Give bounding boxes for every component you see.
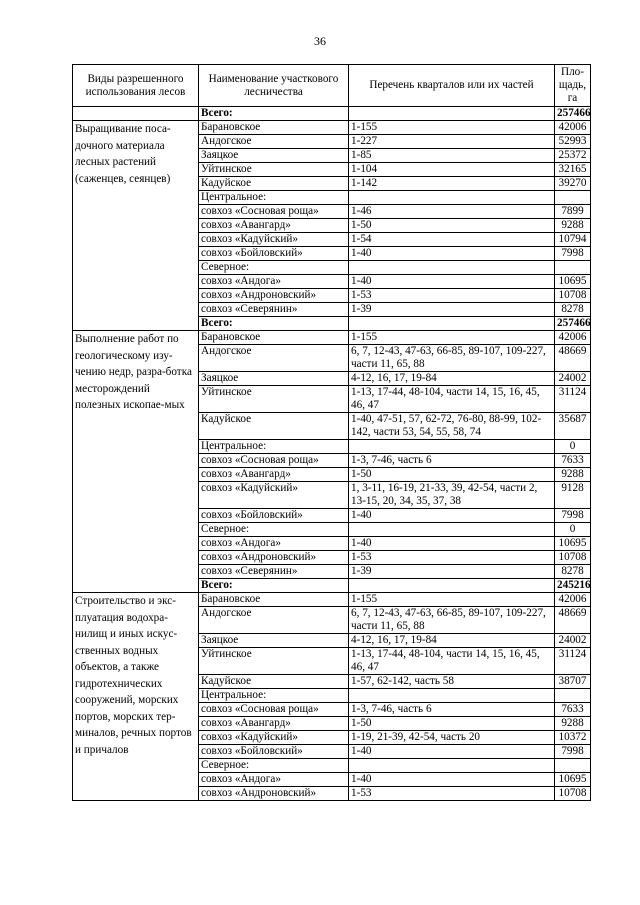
total-area: 257466 [555, 317, 591, 331]
use-kind-cell: Выращивание поса-дочного материала лесных растений (саженцев, сеянцев) [73, 121, 199, 331]
forestry-name: совхоз «Кадуйский» [199, 731, 349, 745]
quarters-list: 1-40 [349, 537, 555, 551]
area-value: 10708 [555, 787, 591, 801]
quarters-cell [349, 317, 555, 331]
quarters-list [349, 759, 555, 773]
quarters-list: 1-53 [349, 289, 555, 303]
area-value: 42006 [555, 331, 591, 345]
forestry-name: Заяцкое [199, 149, 349, 163]
header-kind: Виды разрешенного использования лесов [73, 65, 199, 107]
quarters-list: 4-12, 16, 17, 19-84 [349, 634, 555, 648]
area-value: 8278 [555, 303, 591, 317]
quarters-list: 4-12, 16, 17, 19-84 [349, 372, 555, 386]
quarters-list: 1-40 [349, 275, 555, 289]
area-value: 38707 [555, 675, 591, 689]
quarters-list: 6, 7, 12-43, 47-63, 66-85, 89-107, 109-227, части 11, 65, 88 [349, 345, 555, 372]
total-label: Всего: [199, 579, 349, 593]
quarters-list: 6, 7, 12-43, 47-63, 66-85, 89-107, 109-227, части 11, 65, 88 [349, 607, 555, 634]
total-label: Всего: [199, 107, 349, 121]
table-row [73, 331, 591, 345]
quarters-list: 1-227 [349, 135, 555, 149]
area-value: 7998 [555, 745, 591, 759]
quarters-list: 1, 3-11, 16-19, 21-33, 39, 42-54, части 2, 13-15, 20, 34, 35, 37, 38 [349, 482, 555, 509]
forestry-name: совхоз «Бойловский» [199, 509, 349, 523]
forestry-name: совхоз «Северянин» [199, 303, 349, 317]
forestry-name: совхоз «Бойловский» [199, 247, 349, 261]
area-value: 9288 [555, 717, 591, 731]
forestry-name: совхоз «Андроновский» [199, 787, 349, 801]
quarters-list [349, 689, 555, 703]
area-value: 0 [555, 440, 591, 454]
quarters-list: 1-85 [349, 149, 555, 163]
quarters-list: 1-39 [349, 565, 555, 579]
forestry-name: Уйтинское [199, 386, 349, 413]
area-value: 7899 [555, 205, 591, 219]
quarters-list [349, 523, 555, 537]
quarters-list: 1-50 [349, 219, 555, 233]
forestry-name: Андогское [199, 135, 349, 149]
forestry-name: совхоз «Андроновский» [199, 551, 349, 565]
area-value: 9288 [555, 468, 591, 482]
quarters-list: 1-19, 21-39, 42-54, часть 20 [349, 731, 555, 745]
area-value: 10695 [555, 773, 591, 787]
quarters-cell [349, 579, 555, 593]
area-value: 42006 [555, 593, 591, 607]
area-value [555, 191, 591, 205]
forestry-name: совхоз «Андроновский» [199, 289, 349, 303]
table-row [73, 593, 591, 607]
forestry-name: совхоз «Авангард» [199, 219, 349, 233]
area-value: 48669 [555, 607, 591, 634]
forest-use-table [72, 64, 591, 801]
quarters-list: 1-13, 17-44, 48-104, части 14, 15, 16, 45, 46, 47 [349, 386, 555, 413]
area-value: 7998 [555, 509, 591, 523]
total-row [73, 107, 591, 121]
quarters-list: 1-155 [349, 593, 555, 607]
forestry-name: Уйтинское [199, 163, 349, 177]
quarters-list: 1-53 [349, 787, 555, 801]
forestry-name: Уйтинское [199, 648, 349, 675]
table-body [73, 107, 591, 801]
forestry-name: Барановское [199, 331, 349, 345]
area-value: 7998 [555, 247, 591, 261]
forestry-name: Андогское [199, 345, 349, 372]
forestry-name: совхоз «Сосновая роща» [199, 703, 349, 717]
forestry-name: совхоз «Авангард» [199, 468, 349, 482]
forestry-name: совхоз «Северянин» [199, 565, 349, 579]
quarters-list [349, 440, 555, 454]
quarters-list: 1-54 [349, 233, 555, 247]
area-value: 9288 [555, 219, 591, 233]
forestry-name: совхоз «Андога» [199, 773, 349, 787]
area-value: 10695 [555, 537, 591, 551]
quarters-list: 1-50 [349, 717, 555, 731]
total-area: 245216 [555, 579, 591, 593]
page-number: 36 [314, 34, 326, 48]
area-value: 0 [555, 523, 591, 537]
forestry-name: Кадуйское [199, 177, 349, 191]
forestry-name: совхоз «Авангард» [199, 717, 349, 731]
quarters-list: 1-155 [349, 121, 555, 135]
use-kind-cell: Строительство и экс-плуатация водохра-нилищ и иных искус-ственных водных объектов, а также гидротехнических сооружений, морских портов, морских тер-миналов, речных портов и причалов [73, 593, 199, 801]
table-header-row [73, 65, 591, 107]
area-value: 8278 [555, 565, 591, 579]
quarters-list: 1-104 [349, 163, 555, 177]
forestry-name: Барановское [199, 121, 349, 135]
total-label: Всего: [199, 317, 349, 331]
header-quarters: Перечень кварталов или их частей [349, 65, 555, 107]
area-value: 48669 [555, 345, 591, 372]
quarters-list: 1-3, 7-46, часть 6 [349, 703, 555, 717]
area-value: 7633 [555, 454, 591, 468]
quarters-list: 1-13, 17-44, 48-104, части 14, 15, 16, 45, 46, 47 [349, 648, 555, 675]
quarters-list: 1-40 [349, 247, 555, 261]
area-value: 10695 [555, 275, 591, 289]
area-value [555, 261, 591, 275]
quarters-list: 1-53 [349, 551, 555, 565]
forestry-name: Заяцкое [199, 634, 349, 648]
forestry-name: Кадуйское [199, 675, 349, 689]
quarters-list: 1-57, 62-142, часть 58 [349, 675, 555, 689]
forestry-name: Заяцкое [199, 372, 349, 386]
forestry-name: Андогское [199, 607, 349, 634]
forestry-name: совхоз «Андога» [199, 537, 349, 551]
use-kind-cell: Выполнение работ по геологическому изу-чению недр, разра-ботка месторождений полезных ископае-мых [73, 331, 199, 593]
area-value: 31124 [555, 648, 591, 675]
forestry-name: совхоз «Сосновая роща» [199, 454, 349, 468]
forestry-name: Северное: [199, 759, 349, 773]
quarters-list: 1-40, 47-51, 57, 62-72, 76-80, 88-99, 102-142, части 53, 54, 55, 58, 74 [349, 413, 555, 440]
quarters-list: 1-40 [349, 773, 555, 787]
kind-cell [73, 107, 199, 121]
area-value: 24002 [555, 372, 591, 386]
header-forestry: Наименование участкового лесничества [199, 65, 349, 107]
forestry-name: Барановское [199, 593, 349, 607]
forestry-name: Центральное: [199, 191, 349, 205]
quarters-list: 1-40 [349, 745, 555, 759]
area-value: 10372 [555, 731, 591, 745]
quarters-list [349, 261, 555, 275]
forestry-name: Северное: [199, 523, 349, 537]
total-area: 257466 [555, 107, 591, 121]
area-value: 24002 [555, 634, 591, 648]
quarters-list: 1-50 [349, 468, 555, 482]
area-value: 42006 [555, 121, 591, 135]
quarters-list: 1-40 [349, 509, 555, 523]
forestry-name: совхоз «Кадуйский» [199, 482, 349, 509]
area-value: 35687 [555, 413, 591, 440]
area-value: 10708 [555, 551, 591, 565]
area-value [555, 759, 591, 773]
forestry-name: совхоз «Сосновая роща» [199, 205, 349, 219]
quarters-cell [349, 107, 555, 121]
area-value: 10794 [555, 233, 591, 247]
area-value: 10708 [555, 289, 591, 303]
quarters-list: 1-3, 7-46, часть 6 [349, 454, 555, 468]
area-value: 52993 [555, 135, 591, 149]
area-value: 31124 [555, 386, 591, 413]
quarters-list: 1-142 [349, 177, 555, 191]
forestry-name: совхоз «Кадуйский» [199, 233, 349, 247]
quarters-list [349, 191, 555, 205]
forestry-name: Центральное: [199, 689, 349, 703]
quarters-list: 1-39 [349, 303, 555, 317]
table-row [73, 121, 591, 135]
forestry-name: совхоз «Андога» [199, 275, 349, 289]
forestry-name: Северное: [199, 261, 349, 275]
forestry-name: совхоз «Бойловский» [199, 745, 349, 759]
area-value: 39270 [555, 177, 591, 191]
area-value: 32165 [555, 163, 591, 177]
area-value [555, 689, 591, 703]
forestry-name: Центральное: [199, 440, 349, 454]
quarters-list: 1-155 [349, 331, 555, 345]
area-value: 7633 [555, 703, 591, 717]
header-area: Пло-щадь, га [555, 65, 591, 107]
quarters-list: 1-46 [349, 205, 555, 219]
forestry-name: Кадуйское [199, 413, 349, 440]
area-value: 9128 [555, 482, 591, 509]
area-value: 25372 [555, 149, 591, 163]
